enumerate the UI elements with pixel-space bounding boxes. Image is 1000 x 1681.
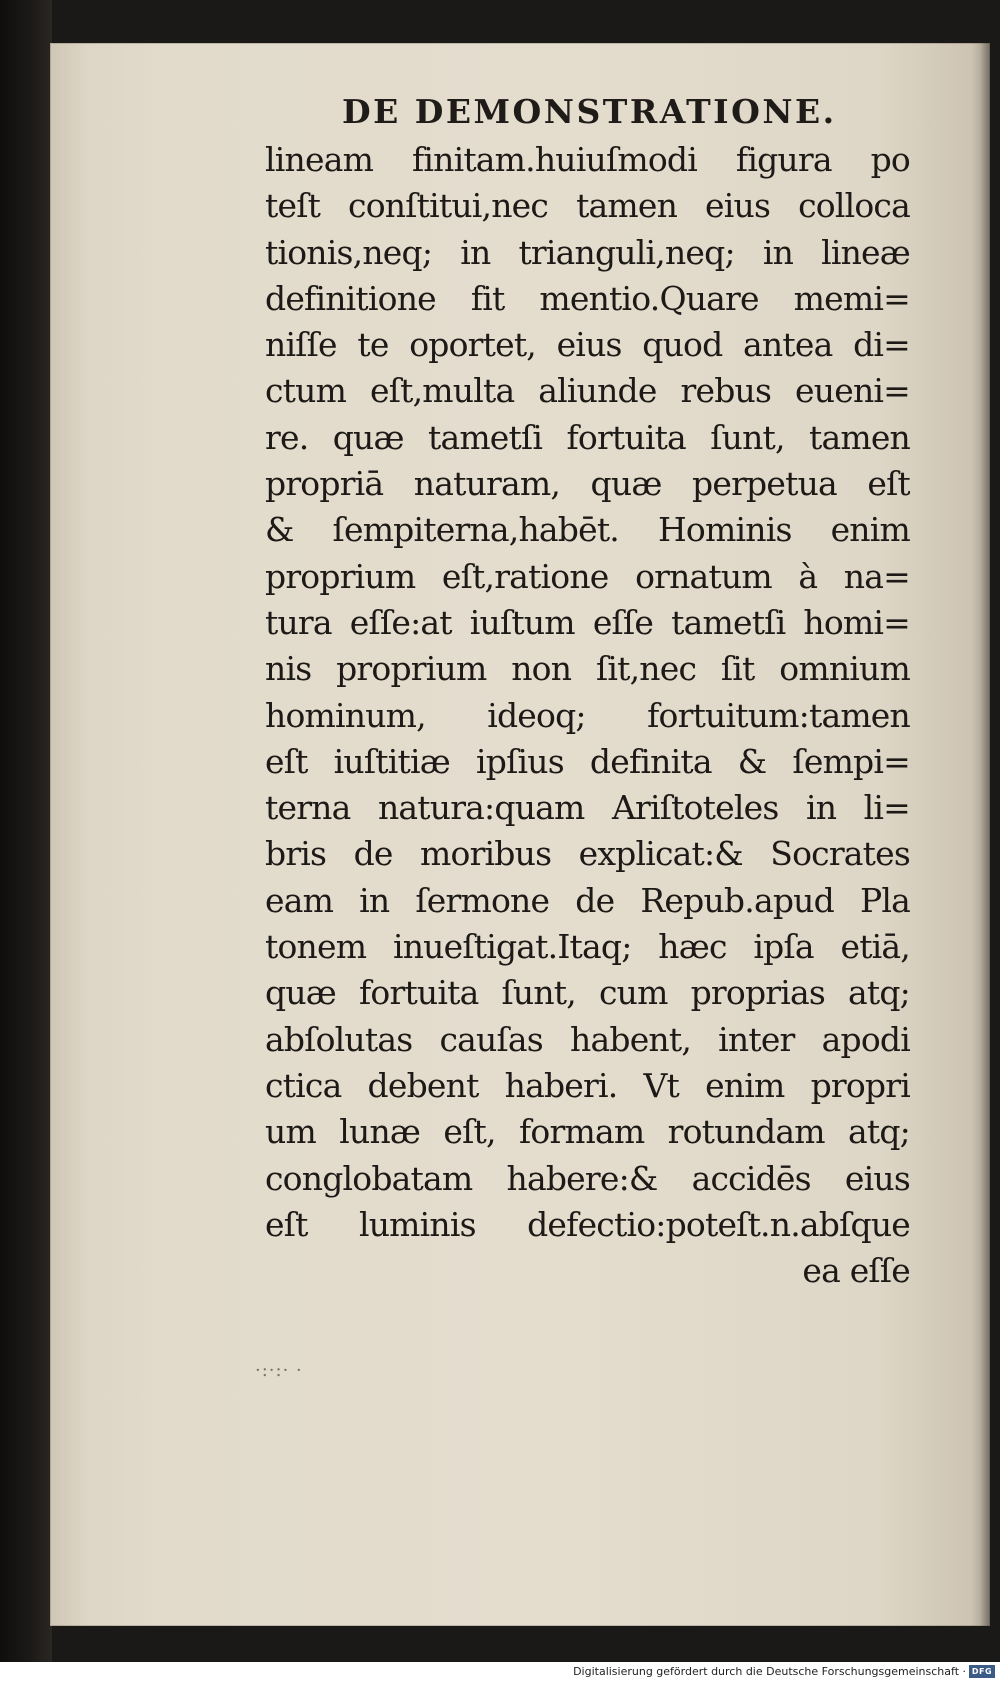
scanner-edge (0, 0, 52, 1681)
text-line-7: re. quæ tametſi fortuita ſunt, tamen (265, 417, 910, 457)
faded-signature-mark: ·:·:· · (255, 1360, 303, 1381)
text-line-5: niſſe te oportet, eius quod antea di= (265, 325, 910, 365)
text-block (265, 137, 925, 1294)
text-line-3: tionis,neq; in trianguli,neq; in lineæ (265, 232, 910, 272)
text-line-20: abſolutas cauſas habent, inter apodi (265, 1019, 910, 1059)
text-line-18: tonem inueſtigat.Itaq; hæc ipſa etiā, (265, 927, 910, 967)
running-head: DE DEMONSTRATIONE. (342, 92, 837, 131)
footer-credit: Digitalisierung gefördert durch die Deutsche Forschungsgemeinschaft · (573, 1665, 966, 1678)
text-line-16: bris de moribus explicat:& Socrates (265, 834, 910, 874)
text-line-25: ea eſſe (802, 1251, 910, 1291)
text-line-22: um lunæ eſt, formam rotundam atq; (265, 1112, 910, 1152)
text-line-13: hominum, ideoq; fortuitum:tamen (265, 695, 910, 735)
text-line-10: proprium eſt,ratione ornatum à na= (265, 556, 910, 596)
text-line-1: lineam finitam.huiuſmodi figura po (265, 140, 910, 179)
text-line-14: eſt iuſtitiæ ipſius definita & ſempi= (265, 741, 910, 781)
text-line-2: teſt conſtitui,nec tamen eius colloca (265, 186, 910, 226)
text-line-8: propriā naturam, quæ perpetua eſt (265, 464, 910, 504)
text-line-9: & ſempiterna,habēt. Hominis enim (265, 510, 910, 550)
text-line-15: terna natura:quam Ariſtoteles in li= (265, 788, 910, 828)
text-line-12: nis proprium non ſit,nec ſit omnium (265, 649, 910, 689)
text-line-19: quæ fortuita ſunt, cum proprias atq; (265, 973, 910, 1013)
text-line-21: ctica debent haberi. Vt enim propri (265, 1065, 910, 1105)
page-gutter-shadow (980, 43, 990, 1626)
text-line-17: eam in ſermone de Repub.apud Pla (265, 880, 910, 920)
text-line-24: eſt luminis defectio:poteſt.n.abſque (265, 1204, 910, 1244)
text-line-23: conglobatam habere:& accidēs eius (265, 1158, 910, 1198)
text-line-11: tura eſſe:at iuſtum eſſe tametſi homi= (265, 602, 910, 642)
dfg-logo-icon: DFG (969, 1665, 995, 1678)
footer-bar (0, 1662, 1000, 1681)
text-line-4: definitione fit mentio.Quare memi= (265, 278, 910, 318)
text-line-6: ctum eſt,multa aliunde rebus eueni= (265, 371, 910, 411)
